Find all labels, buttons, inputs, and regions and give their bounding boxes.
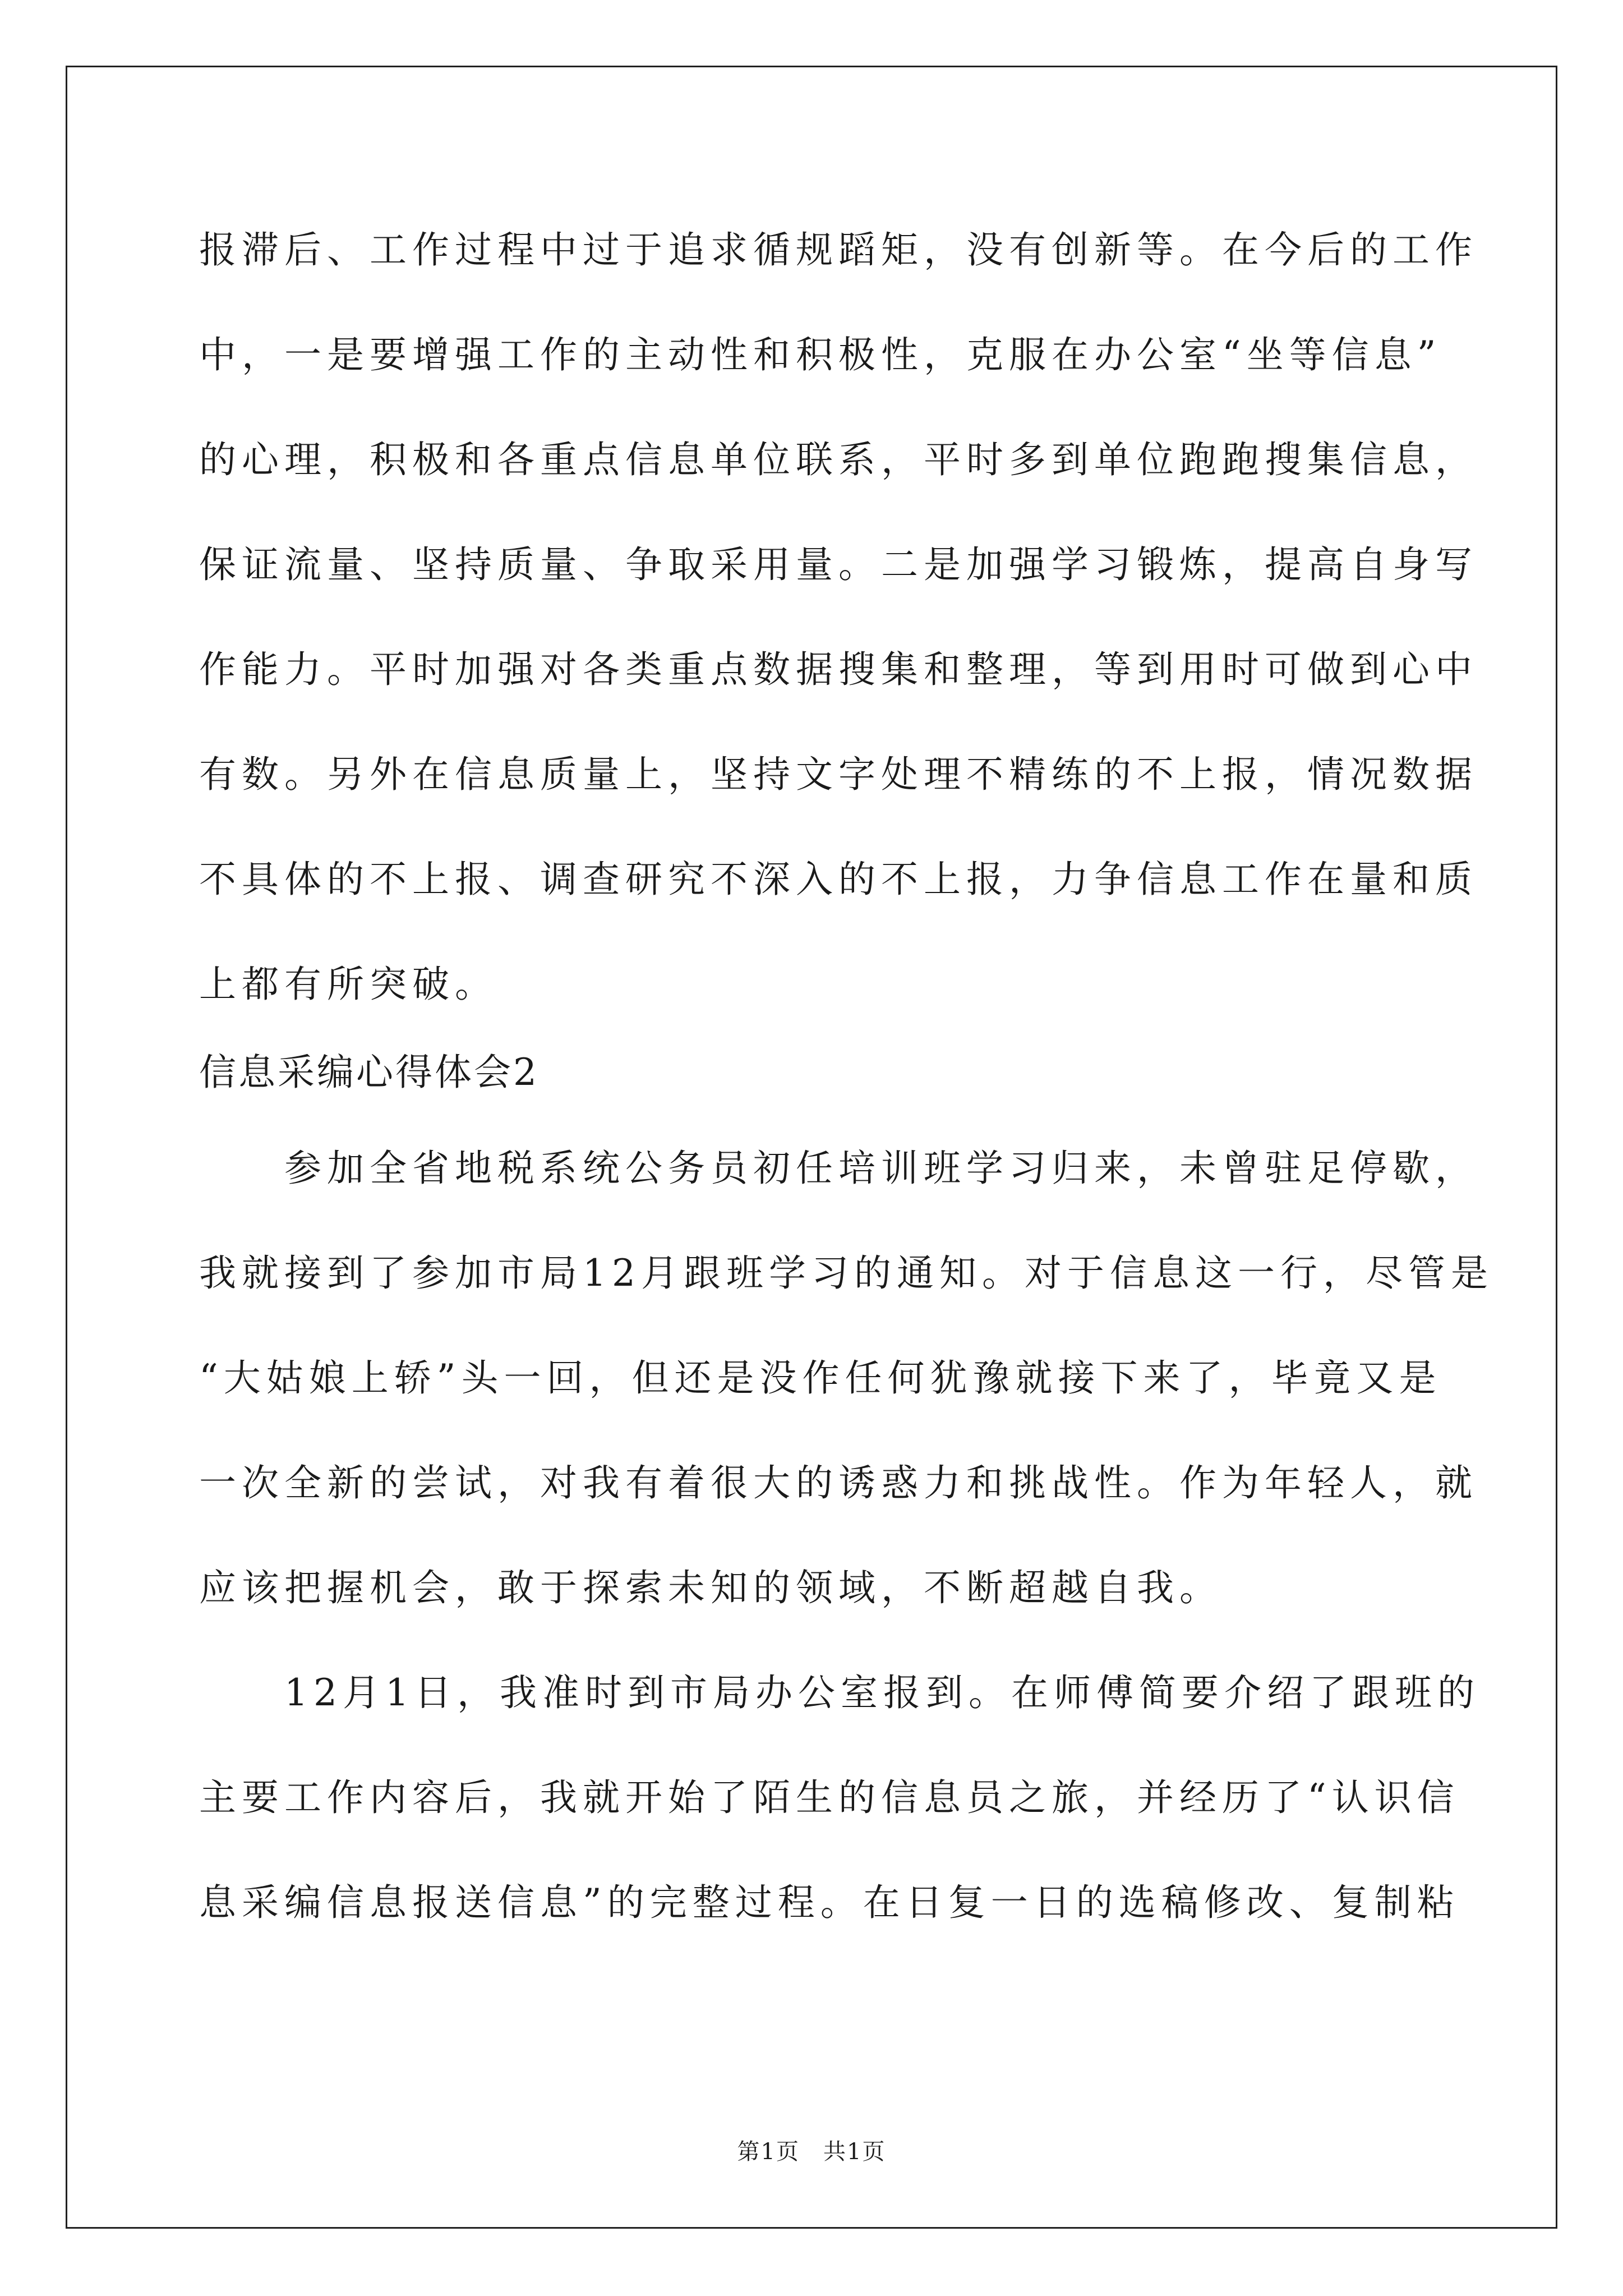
body-text-line: 主要工作内容后，我就开始了陌生的信息员之旅，并经历了“认识信 bbox=[199, 1776, 1460, 1819]
body-text-line: 报滞后、工作过程中过于追求循规蹈矩，没有创新等。在今后的工作 bbox=[199, 228, 1478, 272]
body-text-line: 息采编信息报送信息”的完整过程。在日复一日的选稿修改、复制粘 bbox=[199, 1881, 1460, 1924]
body-text-line: 我就接到了参加市局12月跟班学习的通知。对于信息这一行，尽管是 bbox=[199, 1251, 1493, 1295]
body-text-line: 有数。另外在信息质量上，坚持文字处理不精练的不上报，情况数据 bbox=[199, 753, 1478, 796]
body-text-line: 一次全新的尝试，对我有着很大的诱惑力和挑战性。作为年轻人，就 bbox=[199, 1461, 1478, 1504]
body-text-line: 中，一是要增强工作的主动性和积极性，克服在办公室“坐等信息” bbox=[199, 333, 1442, 376]
body-text-line: 保证流量、坚持质量、争取采用量。二是加强学习锻炼，提高自身写 bbox=[199, 543, 1478, 586]
body-text-line: 12月1日，我准时到市局办公室报到。在师傅简要介绍了跟班的 bbox=[199, 1671, 1480, 1714]
body-text-line: 参加全省地税系统公务员初任培训班学习归来，未曾驻足停歇， bbox=[199, 1147, 1478, 1190]
body-text-line: 应该把握机会，敢于探索未知的领域，不断超越自我。 bbox=[199, 1566, 1222, 1609]
body-text-line: 上都有所突破。 bbox=[199, 963, 497, 1006]
section-heading: 信息采编心得体会2 bbox=[199, 1051, 539, 1094]
body-text-line: 不具体的不上报、调查研究不深入的不上报，力争信息工作在量和质 bbox=[199, 858, 1478, 901]
body-text-line: 的心理，积极和各重点信息单位联系，平时多到单位跑跑搜集信息， bbox=[199, 438, 1478, 481]
body-text-line: 作能力。平时加强对各类重点数据搜集和整理，等到用时可做到心中 bbox=[199, 648, 1478, 691]
body-text-line: “大姑娘上轿”头一回，但还是没作任何犹豫就接下来了，毕竟又是 bbox=[199, 1356, 1442, 1400]
page-footer: 第1页 共1页 bbox=[737, 2139, 886, 2165]
